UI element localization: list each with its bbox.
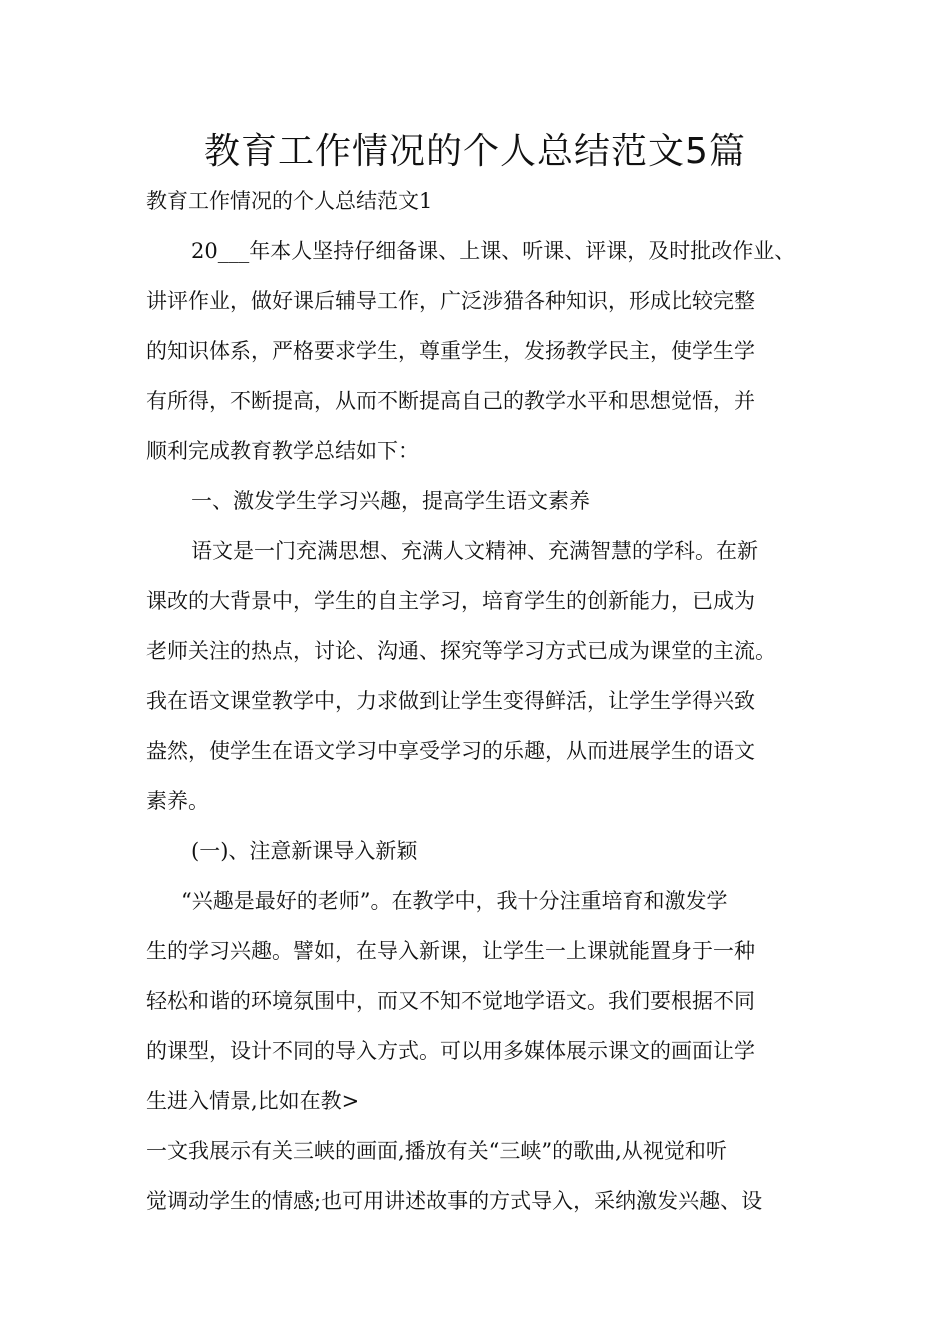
paragraph-line: 的知识体系，严格要求学生，尊重学生，发扬教学民主，使学生学 [146, 339, 755, 363]
paragraph-line: 素养。 [146, 789, 209, 813]
paragraph-line: 觉调动学生的情感;也可用讲述故事的方式导入，采纳激发兴趣、设 [146, 1189, 763, 1213]
paragraph-line: 老师关注的热点，讨论、沟通、探究等学习方式已成为课堂的主流。 [146, 639, 776, 663]
paragraph-line: 一文我展示有关三峡的画面,播放有关“三峡”的歌曲,从视觉和听 [146, 1139, 727, 1163]
subsection-heading: (一)、注意新课导入新颖 [191, 839, 418, 863]
paragraph-line: 我在语文课堂教学中，力求做到让学生变得鲜活，让学生学得兴致 [146, 689, 755, 713]
paragraph-line: 20___年本人坚持仔细备课、上课、听课、评课，及时批改作业、 [191, 239, 796, 263]
paragraph-line: 语文是一门充满思想、充满人文精神、充满智慧的学科。在新 [191, 539, 758, 563]
paragraph-line: 轻松和谐的环境氛围中，而又不知不觉地学语文。我们要根据不同 [146, 989, 755, 1013]
paragraph-line: 有所得，不断提高，从而不断提高自己的教学水平和思想觉悟，并 [146, 389, 755, 413]
document-title: 教育工作情况的个人总结范文5篇 [204, 131, 746, 172]
paragraph-line: 讲评作业，做好课后辅导工作，广泛涉猎各种知识，形成比较完整 [146, 289, 755, 313]
paragraph-line: “兴趣是最好的老师”。在教学中，我十分注重培育和激发学 [181, 889, 728, 913]
article-heading: 教育工作情况的个人总结范文1 [146, 189, 433, 213]
paragraph-line: 生的学习兴趣。譬如，在导入新课，让学生一上课就能置身于一种 [146, 939, 755, 963]
paragraph-line: 盎然，使学生在语文学习中享受学习的乐趣，从而进展学生的语文 [146, 739, 755, 763]
paragraph-line: 课改的大背景中，学生的自主学习，培育学生的创新能力，已成为 [146, 589, 755, 613]
paragraph-line: 顺利完成教育教学总结如下： [146, 439, 419, 463]
section-heading: 一、激发学生学习兴趣，提高学生语文素养 [191, 489, 590, 513]
paragraph-line: 生进入情景,比如在教> [146, 1089, 360, 1113]
paragraph-line: 的课型，设计不同的导入方式。可以用多媒体展示课文的画面让学 [146, 1039, 755, 1063]
